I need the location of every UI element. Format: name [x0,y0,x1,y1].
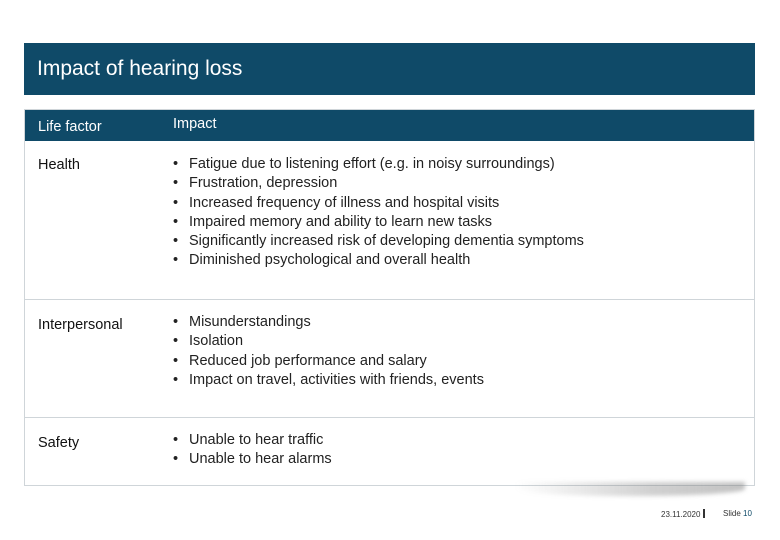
list-item: • Isolation [173,332,484,351]
impact-list [173,431,332,470]
bullet-icon: • [173,213,179,230]
header-life-factor: Life factor [38,119,102,135]
bullet-icon: • [173,194,179,211]
bullet-icon: • [173,175,179,192]
impact-list [173,313,484,390]
footer-date-text: 23.11.2020 [661,510,701,519]
list-item: • Reduced job performance and salary [173,352,484,371]
list-item: • Frustration, depression [173,174,584,193]
list-item: • Misunderstandings [173,313,484,332]
bullet-icon: • [173,333,179,350]
impact-table [24,109,755,486]
factor-label: Interpersonal [38,317,123,333]
list-item: • Significantly increased risk of developing dementia symptoms [173,232,584,251]
bullet-icon: • [173,156,179,172]
footer-date [661,509,705,519]
footer-slide-label: Slide [723,509,741,518]
slide-title [24,43,755,95]
list-item: • Unable to hear traffic [173,431,332,450]
table-row-safety [25,418,754,485]
list-item: • Unable to hear alarms [173,450,332,469]
footer-slide-number: 10 [743,509,752,518]
bullet-icon: • [173,432,179,448]
table-shadow [515,482,745,496]
table-row-health [25,141,754,300]
table-row-interpersonal [25,300,754,418]
bullet-icon: • [173,252,179,269]
bullet-icon: • [173,352,179,369]
factor-label: Health [38,157,80,173]
list-item: • Increased frequency of illness and hospital visits [173,194,584,213]
bullet-icon: • [173,371,179,388]
factor-label: Safety [38,435,80,451]
footer-slide [723,509,752,518]
slide-title-text: Impact of hearing loss [37,57,243,80]
table-header [25,110,754,141]
impact-list [173,155,584,271]
footer-separator [703,509,705,518]
bullet-icon: • [173,233,179,250]
bullet-icon: • [173,451,179,468]
list-item: • Impaired memory and ability to learn new tasks [173,213,584,232]
list-item: • Fatigue due to listening effort (e.g. in noisy surroundings) [173,155,584,174]
bullet-icon: • [173,314,179,330]
header-impact: Impact [173,116,217,132]
list-item: • Impact on travel, activities with friends, events [173,371,484,390]
list-item: • Diminished psychological and overall health [173,251,584,270]
